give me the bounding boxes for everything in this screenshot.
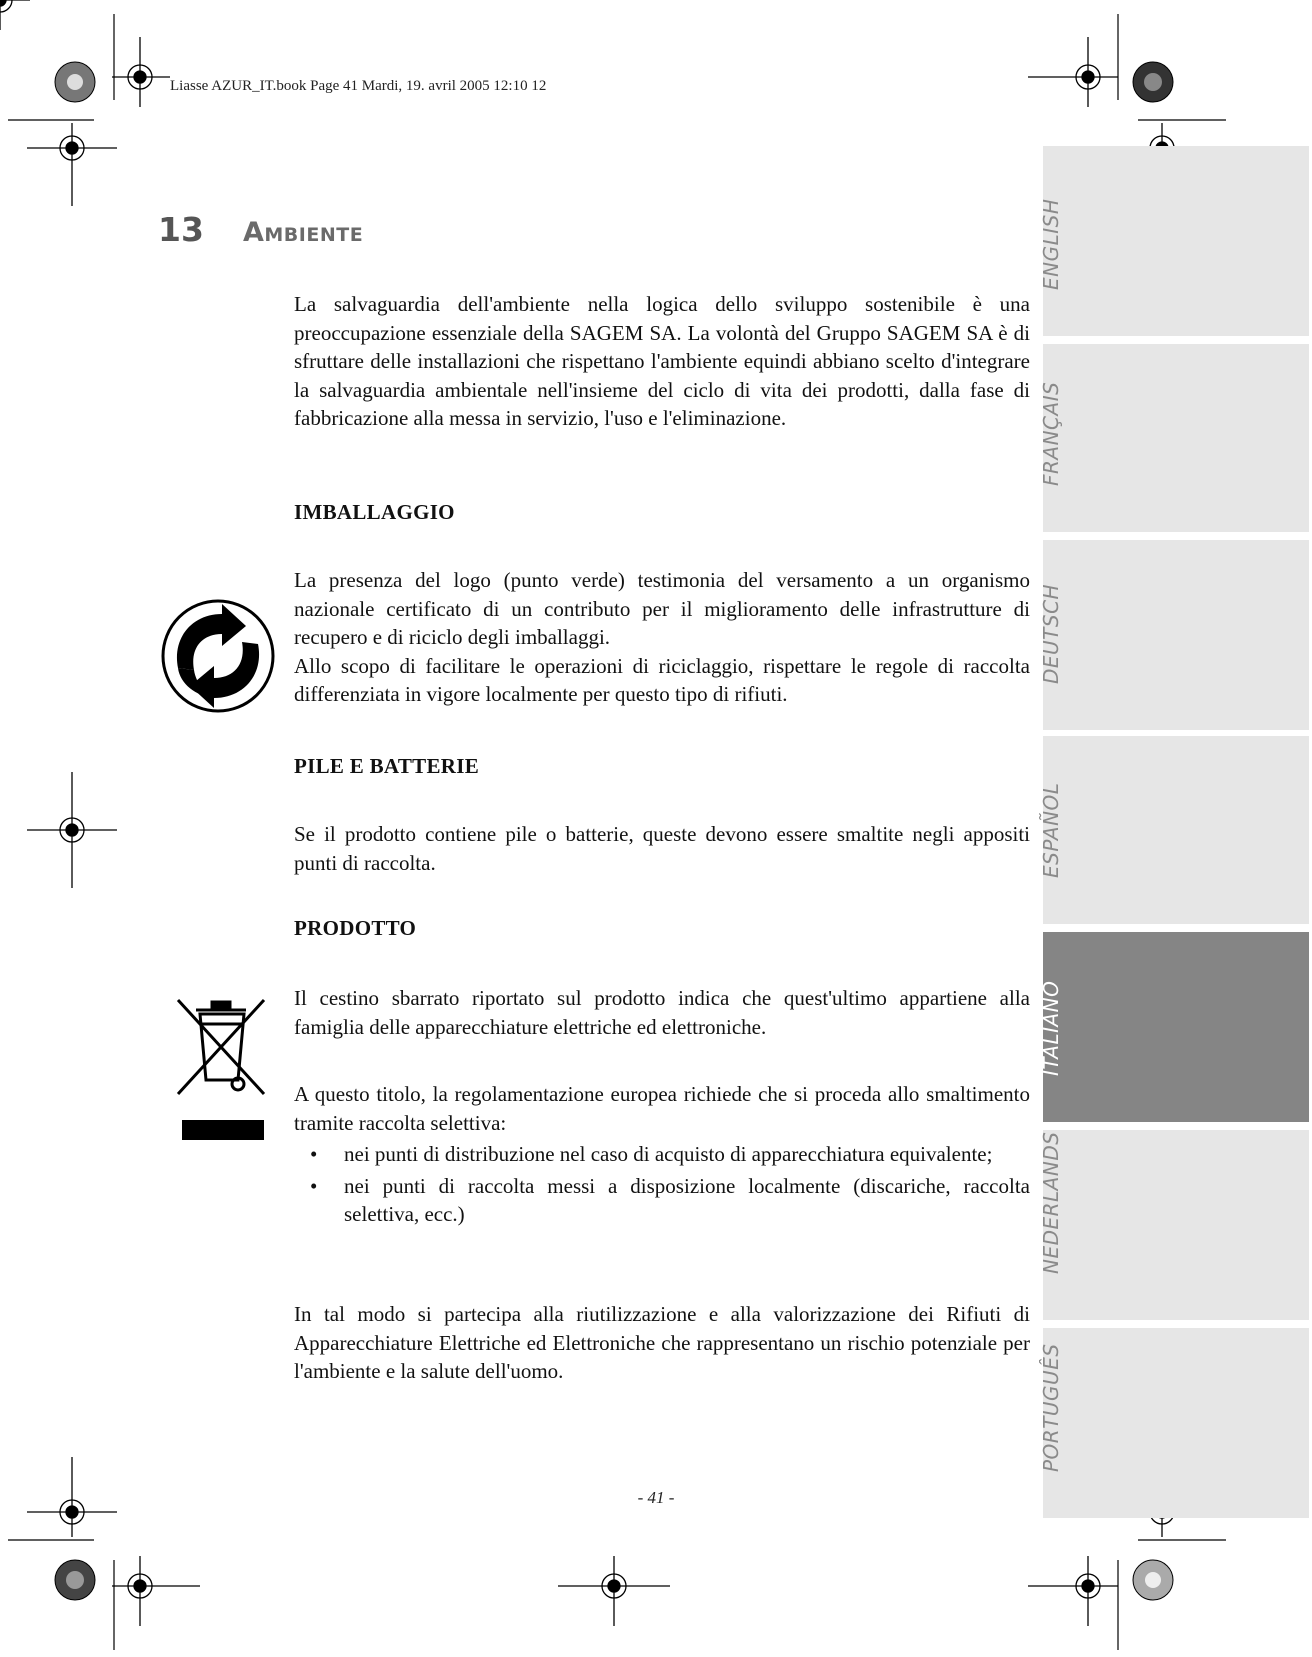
green-dot-recycling-icon [160,598,276,714]
tab-label: PORTUGUÊS [1039,1343,1063,1472]
tab-label: ENGLISH [1039,198,1063,290]
chapter-number: 13 [158,210,204,249]
book-header-line: Liasse AZUR_IT.book Page 41 Mardi, 19. avril 2005 12:10 12 [170,78,547,94]
tab-label: ITALIANO [1039,980,1063,1076]
section-heading-batteries: PILE E BATTERIE [294,754,479,778]
tab-francais[interactable] [1039,344,1309,532]
page-number: - 41 - [637,1488,675,1507]
tab-label: NEDERLANDS [1039,1131,1063,1274]
product-text-3 [294,1300,1030,1386]
product-paragraph-3: In tal modo si partecipa alla riutilizzazione e alla valorizzazione dei Rifiuti di Apparecchiature Elettriche ed Elettroniche che rappresentano un rischio potenziale per l'ambiente e la salute dell'uomo. [294,1302,1030,1383]
section-heading-product: PRODOTTO [294,916,417,940]
product-bullet-list [294,1140,1030,1229]
crossed-out-wheelie-bin-icon [172,998,268,1144]
tab-espanol[interactable] [1039,736,1309,924]
list-item: • nei punti di distribuzione nel caso di acquisto di apparecchiatura equivalente; [310,1140,1030,1169]
intro-paragraph [294,290,1030,433]
chapter-title: Ambiente [243,217,364,248]
tab-deutsch[interactable] [1039,540,1309,730]
section-heading-packaging: IMBALLAGGIO [294,500,455,524]
product-text-1 [294,984,1030,1041]
packaging-paragraph-1: La presenza del logo (punto verde) testimonia del versamento a un organismo nazionale certificato di un contributo per il miglioramento delle infrastrutture di recupero e di riciclo degli imballaggi. [294,568,1030,649]
intro-text: La salvaguardia dell'ambiente nella logica dello sviluppo sostenibile è una preoccupazione essenziale della SAGEM SA. La volontà del Gruppo SAGEM SA è di sfruttare delle installazioni che rispettano l'ambiente equindi abbiano scelto d'integrare la salvaguardia ambientale nell'insieme del ciclo di vita dei prodotti, dalla fase di fabbricazione alla messa in servizio, l'uso e l'eliminazione. [294,292,1030,430]
list-item: • nei punti di raccolta messi a disposizione localmente (discariche, raccolta selettiva, ecc.) [310,1172,1030,1229]
product-text-2 [294,1080,1030,1229]
tab-label: FRANÇAIS [1039,381,1063,486]
packaging-text [294,566,1030,709]
tab-label: ESPAÑOL [1039,782,1063,878]
tab-nederlands[interactable] [1039,1130,1309,1320]
packaging-paragraph-2: Allo scopo di facilitare le operazioni di riciclaggio, rispettare le regole di raccolta differenziata in vigore localmente per questo tipo di rifiuti. [294,653,1030,706]
product-paragraph-1: Il cestino sbarrato riportato sul prodotto indica che quest'ultimo appartiene alla famiglia delle apparecchiature elettriche ed elettroniche. [294,986,1030,1039]
tab-label: DEUTSCH [1039,583,1063,684]
chapter-heading [158,210,363,250]
batteries-paragraph-1: Se il prodotto contiene pile o batterie, queste devono essere smaltite negli appositi punti di raccolta. [294,822,1030,875]
product-paragraph-2: A questo titolo, la regolamentazione europea richiede che si proceda allo smaltimento tramite raccolta selettiva: [294,1082,1030,1135]
tab-italiano[interactable] [1039,932,1309,1122]
batteries-text [294,820,1030,877]
tab-english[interactable] [1039,146,1309,336]
